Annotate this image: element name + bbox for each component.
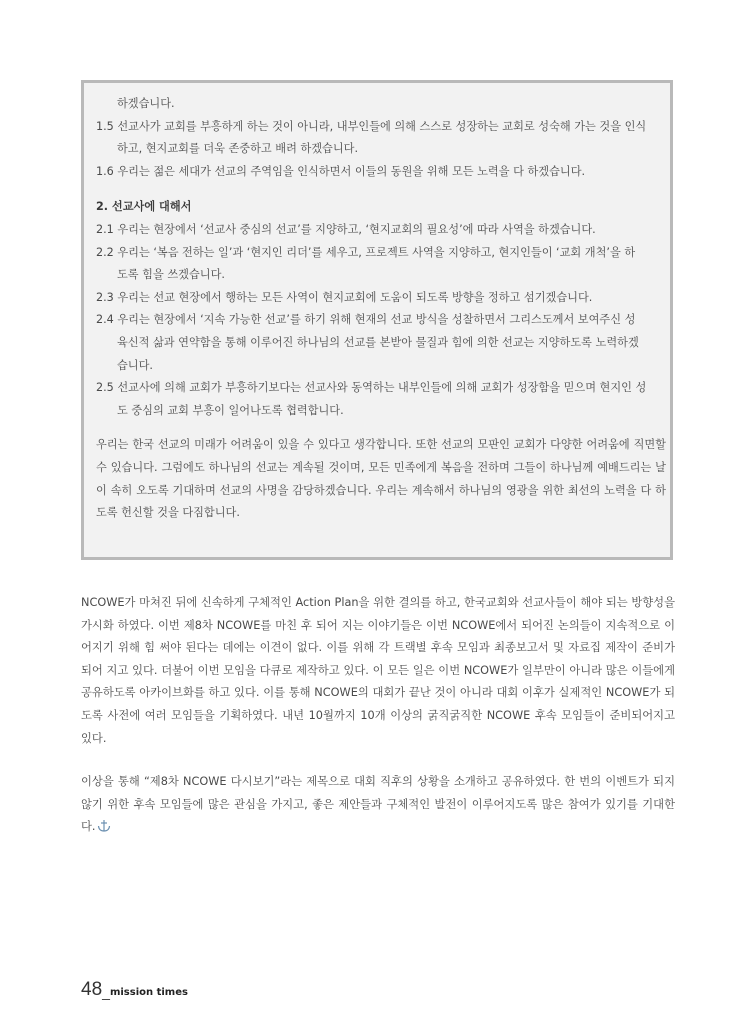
list-item-text: 습니다. [117, 358, 153, 372]
cross-anchor-end-mark-icon [97, 819, 111, 832]
list-item-text: 2.4 우리는 현장에서 ‘지속 가능한 선교’를 하기 위해 현재의 선교 방식을 성찰하면서 그리스도께서 보여주신 성 [96, 313, 636, 327]
list-item-1-6: 1.6 우리는 젊은 세대가 선교의 주역임을 인식하면서 이들의 동원을 위해 모든 노력을 다 하겠습니다. [96, 164, 586, 178]
page-number: 48 [81, 979, 103, 1000]
section-heading: 2. 선교사에 대해서 [96, 200, 192, 214]
list-item-text: 2.5 선교사에 의해 교회가 부흥하기보다는 선교사와 동역하는 내부인들에 의해 교회가 성장함을 믿으며 현지인 성 [96, 381, 647, 395]
list-item-2-5 [96, 377, 666, 422]
magazine-name: mission times [109, 987, 188, 998]
declaration-box [81, 80, 673, 560]
article-paragraph: NCOWE가 마쳐진 뒤에 신속하게 구체적인 Action Plan을 위한 결의를 하고, 한국교회와 선교사들이 해야 되는 방향성을 가시화 하였다. 이번 제8차 NCOWE를 마친 후 되어 지는 이야기들은 이번 NCOWE에서 되어진 논의들이 지속적으로 이어지기 위해 힘 써야 된다는 데에는 이견이 없다. 이를 위해 각 트랙별 후속 모임과 최종보고서 및 자료집 제작이 준비가 되어 지고 있다. 더불어 이번 모임을 다큐로 제작하고 있다. 이 모든 일은 이번 NCOWE가 일부만이 아니라 많은 이들에게 공유하도록 아카이브화를 하고 있다. 이를 통해 NCOWE의 대회가 끝난 것이 아니라 대회 이후가 실제적인 NCOWE가 되도록 사전에 여러 모임들을 기획하였다. 내년 10월까지 10개 이상의 굵직굵직한 NCOWE 후속 모임들이 준비되어지고 있다. [81, 596, 675, 745]
article-paragraph-text: 이상을 통해 “제8차 NCOWE 다시보기”라는 제목으로 대회 직후의 상황을 소개하고 공유하였다. 한 번의 이벤트가 되지 않기 위한 후속 모임들에 많은 관심을 가지고, 좋은 제안들과 구체적인 발전이 이루어지도록 많은 참여가 있기를 기대한다. [81, 775, 675, 834]
list-item-text: 도록 힘을 쓰겠습니다. [117, 268, 225, 282]
list-item-1-5 [96, 116, 666, 161]
list-item-2-2 [96, 242, 666, 287]
list-item-text: 육신적 삶과 연약함을 통해 이루어진 하나님의 선교를 본받아 물질과 힘에 의한 선교는 지양하도록 노력하겠 [117, 335, 639, 349]
list-item-text: 도 중심의 교회 부흥이 일어나도록 협력합니다. [117, 403, 344, 417]
list-item-2-3: 2.3 우리는 선교 현장에서 행하는 모든 사역이 현지교회에 도움이 되도록 방향을 정하고 섬기겠습니다. [96, 290, 593, 304]
declaration-content [96, 93, 666, 525]
closing-paragraph: 우리는 한국 선교의 미래가 어려움이 있을 수 있다고 생각합니다. 또한 선교의 모판인 교회가 다양한 어려움에 직면할 수 있습니다. 그럼에도 하나님의 선교는 계속될 것이며, 모든 민족에게 복음을 전하며 그들이 하나님께 예배드리는 날이 속히 오도록 기대하며 선교의 사명을 감당하겠습니다. 우리는 계속해서 하나님의 영광을 위한 최선의 노력을 다 하도록 헌신할 것을 다짐합니다. [96, 438, 666, 520]
article-paragraph-final [81, 771, 675, 839]
list-item-text: 2.2 우리는 ‘복음 전하는 일’과 ‘현지인 리더’를 세우고, 프로젝트 사역을 지양하고, 현지인들이 ‘교회 개척’을 하 [96, 245, 636, 259]
list-item-2-1: 2.1 우리는 현장에서 ‘선교사 중심의 선교’를 지양하고, ‘현지교회의 필요성’에 따라 사역을 하겠습니다. [96, 222, 596, 236]
list-item-continuation: 하겠습니다. [117, 97, 175, 110]
list-item-text: 하고, 현지교회를 더욱 존중하고 배려 하겠습니다. [117, 142, 359, 156]
footer-separator: _ [102, 984, 110, 1000]
page-footer [81, 979, 188, 1001]
list-item-text: 1.5 선교사가 교회를 부흥하게 하는 것이 아니라, 내부인들에 의해 스스로 성장하는 교회로 성숙해 가는 것을 인식 [96, 119, 647, 133]
list-item-2-4 [96, 309, 666, 377]
